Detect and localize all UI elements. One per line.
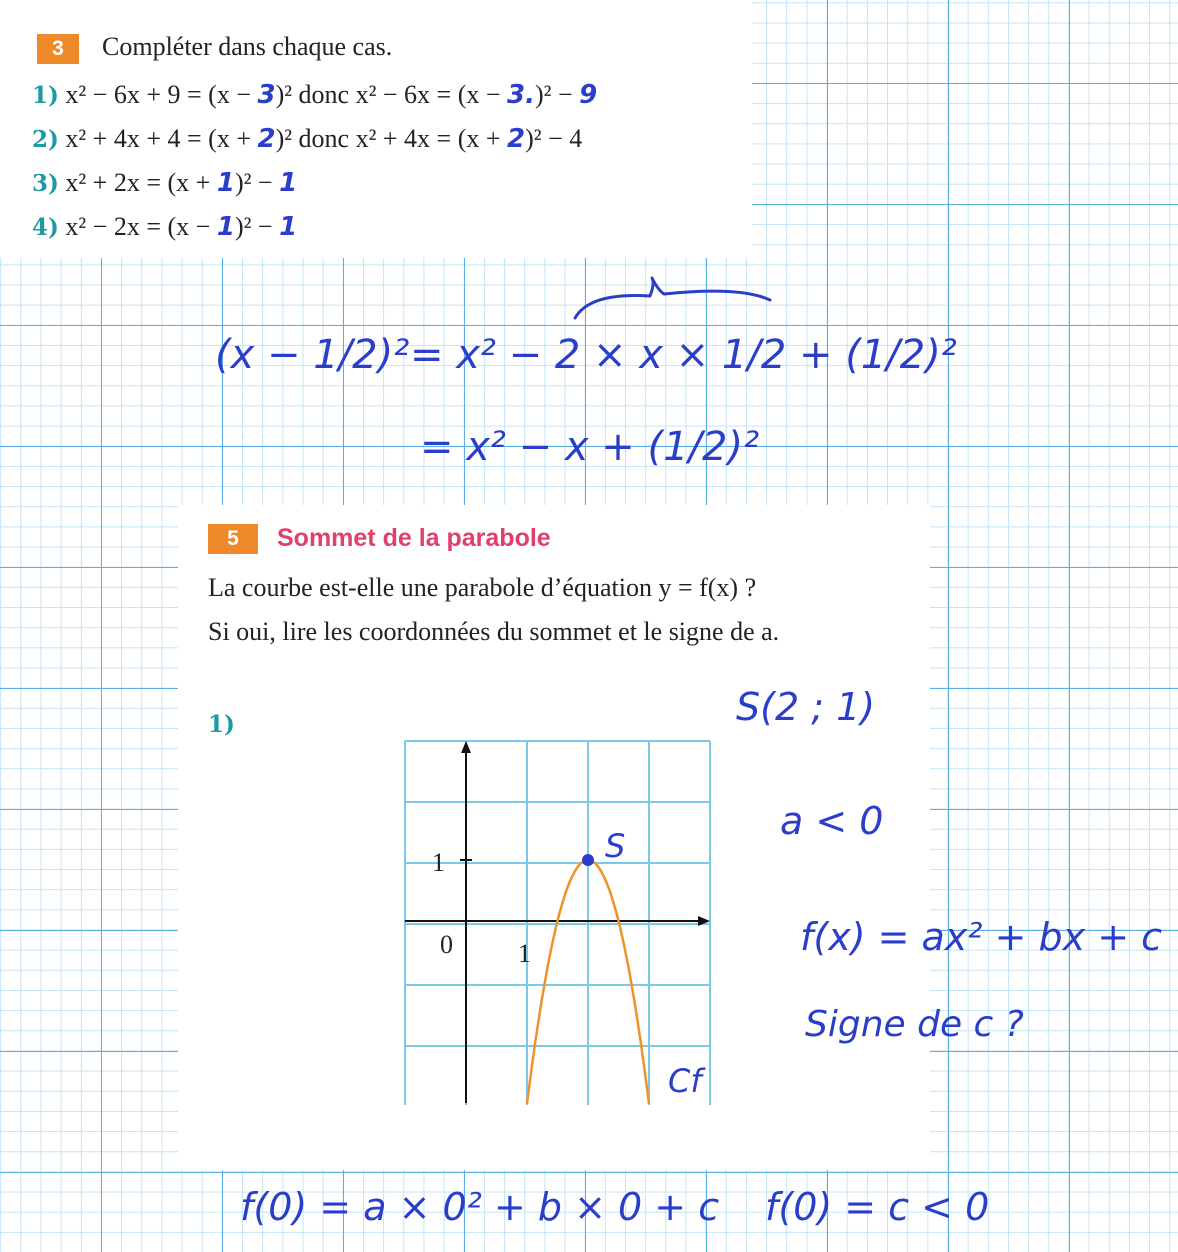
note-question: Signe de c ? (805, 1004, 1024, 1045)
answer-3b: 1 (279, 168, 298, 198)
part-label: 1) (208, 711, 235, 738)
answer-1c: 9 (579, 80, 598, 110)
answer-1b: 3. (507, 80, 535, 110)
question-line-2: Si oui, lire les coordonnées du sommet et le signe de a. (208, 617, 780, 646)
answer-2a: 2 (257, 124, 276, 154)
answer-3a: 1 (216, 168, 235, 198)
origin-label: 0 (440, 930, 453, 959)
exercise-line-1: 1) x² − 6x + 9 = (x − 3)² donc x² − 6x = (x − 3.)² − 9 (32, 80, 598, 110)
exercise-line-3: 3) x² + 2x = (x + 1)² − 1 (32, 168, 298, 198)
exercise-line-4: 4) x² − 2x = (x − 1)² − 1 (32, 212, 298, 242)
hw-expansion-right: = x² − 2 × x × 1/2 + (1/2)² (410, 332, 957, 378)
exercise-title: Sommet de la parabole (277, 524, 551, 552)
note-vertex: S(2 ; 1) (736, 685, 876, 729)
vertex-label: S (605, 827, 626, 865)
note-bottom-left: f(0) = a × 0² + b × 0 + c (240, 1185, 720, 1229)
exercise-number-badge: 5 (208, 524, 258, 554)
hw-expansion-left: (x − 1/2)² (215, 332, 410, 378)
note-bottom-right: f(0) = c < 0 (765, 1185, 990, 1229)
note-sign-a: a < 0 (780, 799, 884, 843)
exercise-title: Compléter dans chaque cas. (102, 32, 393, 61)
y-tick-label: 1 (432, 848, 445, 877)
exercise-number-badge: 3 (37, 34, 79, 64)
answer-4a: 1 (216, 212, 235, 242)
answer-2b: 2 (507, 124, 526, 154)
exercise-line-2: 2) x² + 4x + 4 = (x + 2)² donc x² + 4x = (x + 2)² − 4 (32, 124, 583, 154)
answer-4b: 1 (279, 212, 298, 242)
note-formula: f(x) = ax² + bx + c (800, 915, 1163, 959)
question-line-1: La courbe est-elle une parabole d’équation y = f(x) ? (208, 573, 757, 602)
curve-label: Cf (668, 1062, 702, 1100)
answer-1a: 3 (257, 80, 276, 110)
hw-expansion-line2: = x² − x + (1/2)² (420, 424, 760, 470)
x-tick-label: 1 (518, 939, 531, 968)
